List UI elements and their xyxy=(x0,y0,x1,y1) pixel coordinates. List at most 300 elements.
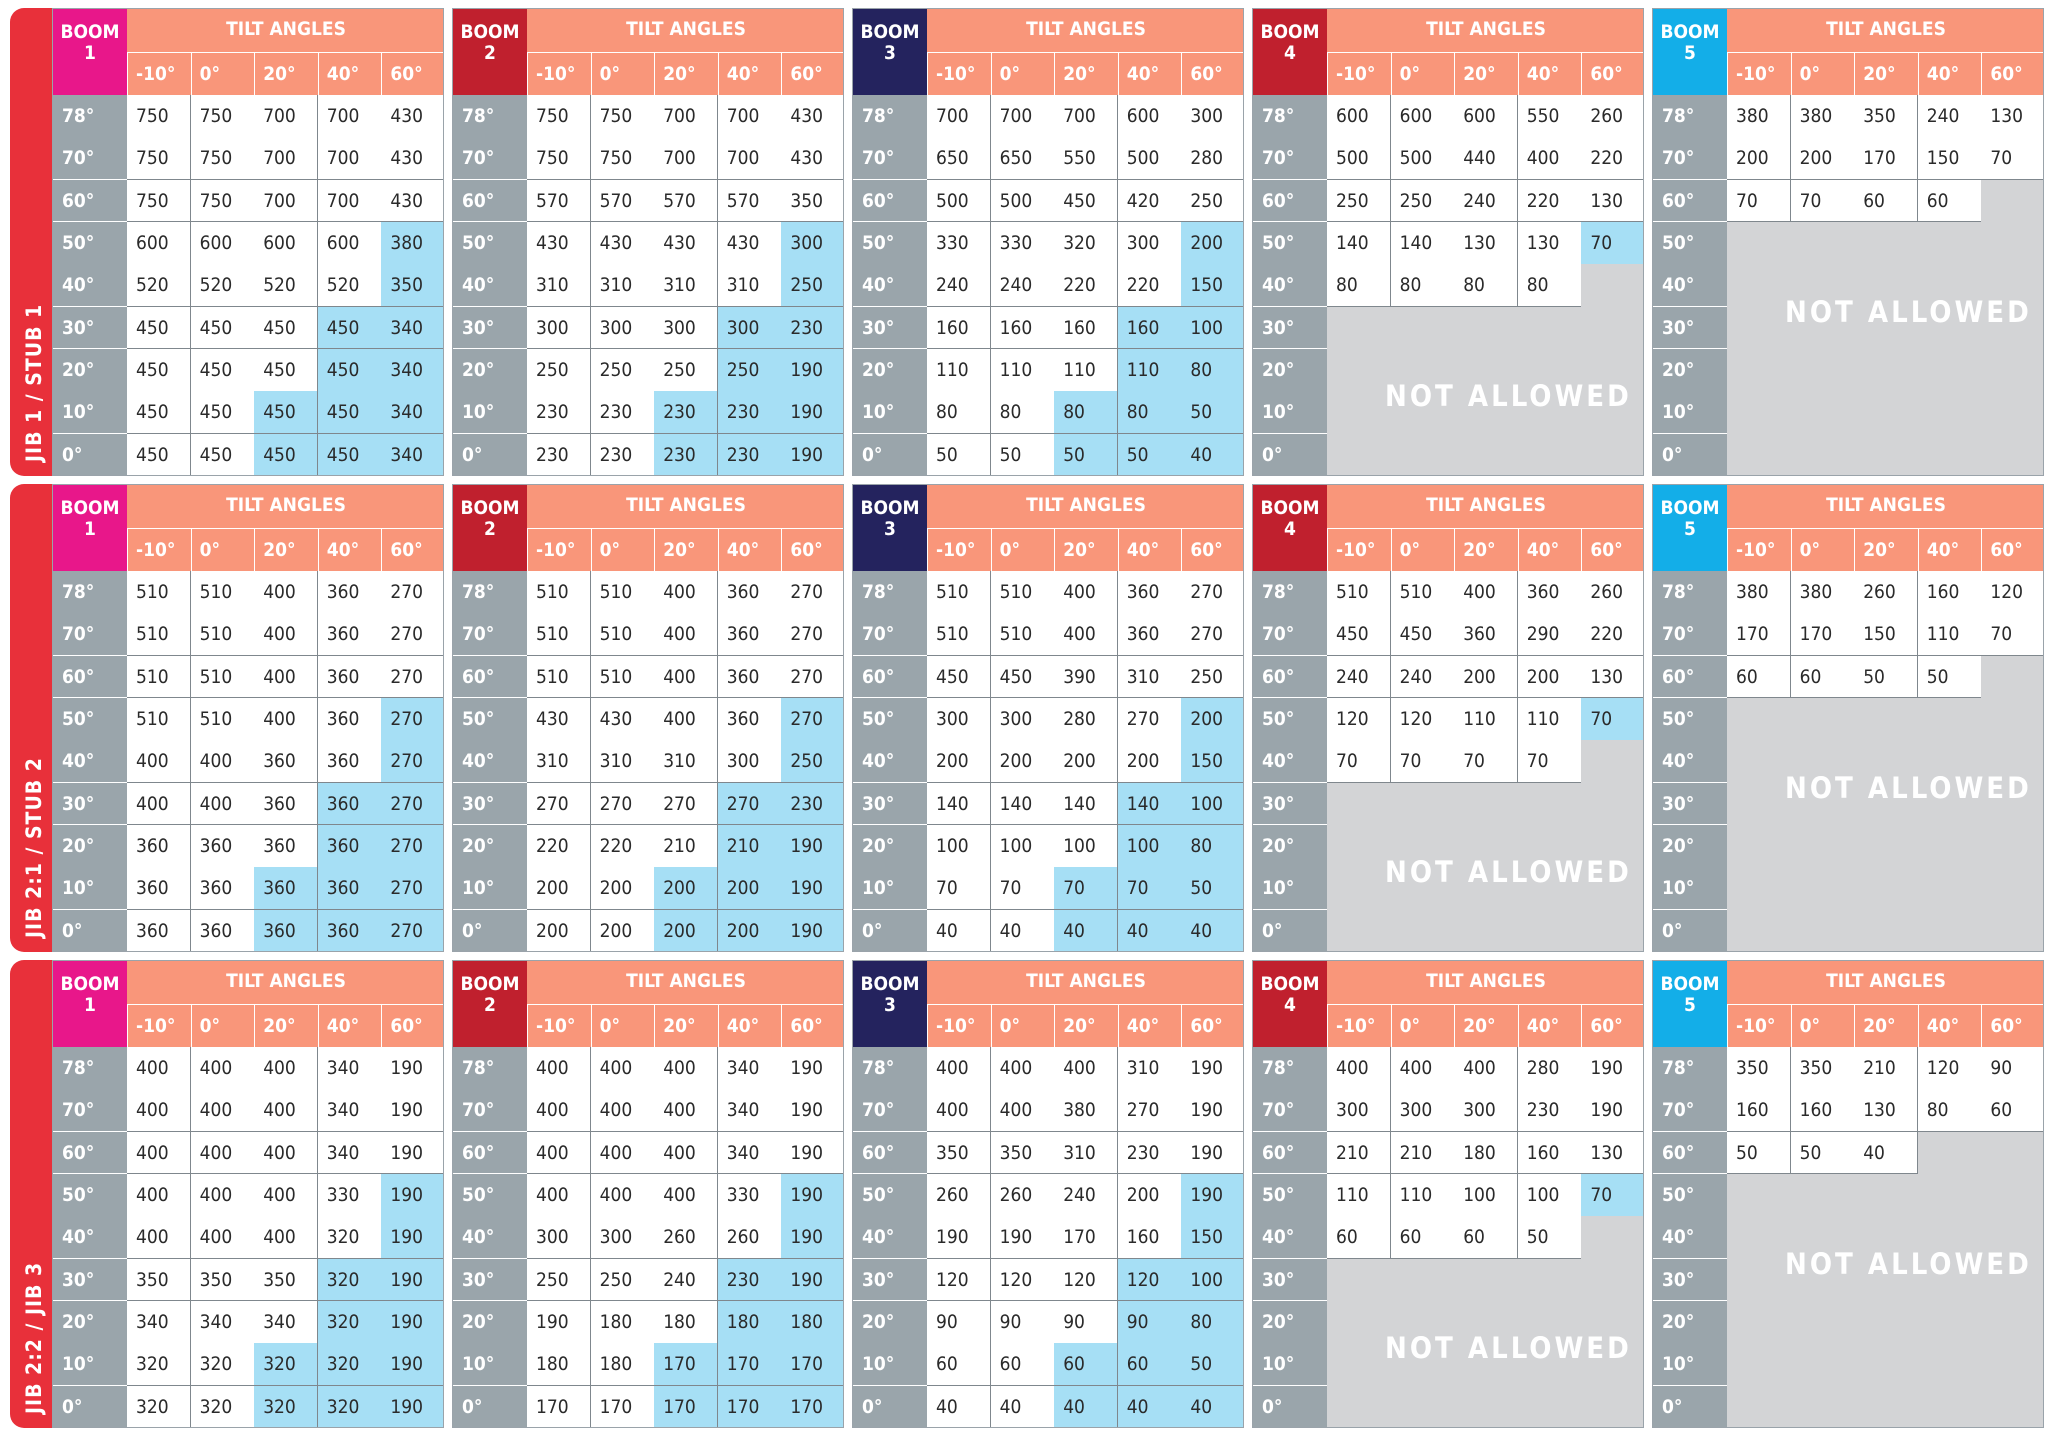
load-value-cell: 170 xyxy=(527,1386,591,1428)
boom-number-cell xyxy=(1653,9,1727,95)
boom-word: BOOM xyxy=(860,973,920,995)
load-value-cell: 400 xyxy=(654,571,718,614)
load-value-cell: 190 xyxy=(781,1174,844,1217)
load-value-cell: 250 xyxy=(781,264,844,307)
load-value-cell: 310 xyxy=(1118,656,1182,699)
boom-table xyxy=(452,960,844,1428)
load-value-cell: 80 xyxy=(1918,1089,1982,1132)
load-value-cell: 240 xyxy=(1054,1174,1118,1217)
load-value-cell: 40 xyxy=(1181,910,1244,952)
boom-angle-label: 0° xyxy=(453,1386,527,1428)
load-value-cell: 200 xyxy=(654,867,718,910)
load-value-cell: 80 xyxy=(1454,264,1518,307)
load-value-cell: 120 xyxy=(927,1259,991,1302)
tilt-angle-header: 40° xyxy=(1518,1005,1582,1047)
boom-word: BOOM xyxy=(1660,973,1720,995)
boom-angle-label: 78° xyxy=(853,571,927,614)
load-value-cell: 260 xyxy=(927,1174,991,1217)
load-value-cell: 320 xyxy=(318,1216,382,1259)
load-value-cell: 270 xyxy=(591,783,655,826)
boom-angle-label: 30° xyxy=(453,307,527,350)
tilt-angle-header: 0° xyxy=(991,53,1055,95)
load-value-cell: 510 xyxy=(591,613,655,656)
load-value-cell: 110 xyxy=(1391,1174,1455,1217)
load-value-cell: 50 xyxy=(1054,434,1118,476)
tilt-angle-header: 60° xyxy=(381,529,444,571)
load-value-cell: 70 xyxy=(1581,698,1644,741)
load-value-cell: 240 xyxy=(1327,656,1391,699)
tilt-angle-header: -10° xyxy=(127,1005,191,1047)
load-value-cell: 150 xyxy=(1181,1216,1244,1259)
not-allowed-label: NOT ALLOWED xyxy=(1385,379,1632,414)
load-value-cell: 400 xyxy=(254,1174,318,1217)
boom-angle-label: 0° xyxy=(53,434,127,476)
load-value-cell: 510 xyxy=(191,571,255,614)
boom-number: 1 xyxy=(84,42,96,64)
boom-number-cell xyxy=(1253,9,1327,95)
load-value-cell: 260 xyxy=(718,1216,782,1259)
load-value-cell: 400 xyxy=(254,1089,318,1132)
load-value-cell: 750 xyxy=(191,95,255,138)
boom-word: BOOM xyxy=(460,21,520,43)
load-value-cell: 600 xyxy=(1391,95,1455,138)
load-value-cell: 360 xyxy=(318,571,382,614)
group-label-bar xyxy=(10,484,54,952)
not-allowed-area xyxy=(1981,656,2044,699)
load-value-cell: 300 xyxy=(718,307,782,350)
load-value-cell: 320 xyxy=(127,1386,191,1428)
boom-word: BOOM xyxy=(60,497,120,519)
load-value-cell: 360 xyxy=(318,656,382,699)
load-value-cell: 60 xyxy=(991,1343,1055,1386)
load-value-cell: 400 xyxy=(654,656,718,699)
boom-table xyxy=(452,484,844,952)
boom-number-cell xyxy=(1653,961,1727,1047)
load-value-cell: 100 xyxy=(1181,307,1244,350)
not-allowed-area xyxy=(1727,698,2044,952)
load-value-cell: 570 xyxy=(654,180,718,223)
load-value-cell: 320 xyxy=(318,1301,382,1344)
tilt-angle-header: 60° xyxy=(1981,529,2044,571)
load-value-cell: 190 xyxy=(381,1216,444,1259)
load-value-cell: 500 xyxy=(991,180,1055,223)
load-value-cell: 400 xyxy=(591,1174,655,1217)
boom-table xyxy=(852,960,1244,1428)
boom-number: 4 xyxy=(1284,994,1296,1016)
load-value-cell: 310 xyxy=(654,740,718,783)
load-value-cell: 70 xyxy=(1581,1174,1644,1217)
boom-angle-label: 20° xyxy=(53,349,127,392)
load-value-cell: 400 xyxy=(591,1132,655,1175)
tilt-angles-header: TILT ANGLES xyxy=(1327,9,1644,53)
load-value-cell: 270 xyxy=(381,910,444,952)
boom-word: BOOM xyxy=(1660,497,1720,519)
tilt-angles-header: TILT ANGLES xyxy=(127,485,444,529)
load-value-cell: 110 xyxy=(1518,698,1582,741)
load-value-cell: 400 xyxy=(254,656,318,699)
load-value-cell: 210 xyxy=(654,825,718,868)
boom-angle-label: 0° xyxy=(853,910,927,952)
boom-number: 3 xyxy=(884,42,896,64)
load-value-cell: 50 xyxy=(1854,656,1918,699)
boom-number: 2 xyxy=(484,994,496,1016)
load-value-cell: 360 xyxy=(127,910,191,952)
load-value-cell: 600 xyxy=(318,222,382,265)
tilt-angle-header: 40° xyxy=(1118,1005,1182,1047)
boom-angle-label: 50° xyxy=(1253,1174,1327,1217)
load-value-cell: 700 xyxy=(654,95,718,138)
load-value-cell: 60 xyxy=(1054,1343,1118,1386)
not-allowed-area xyxy=(1581,740,1644,783)
load-value-cell: 360 xyxy=(318,698,382,741)
load-value-cell: 600 xyxy=(1327,95,1391,138)
load-value-cell: 450 xyxy=(127,349,191,392)
load-value-cell: 100 xyxy=(1181,1259,1244,1302)
load-value-cell: 500 xyxy=(1391,137,1455,180)
load-value-cell: 520 xyxy=(191,264,255,307)
load-value-cell: 310 xyxy=(654,264,718,307)
load-value-cell: 400 xyxy=(191,1216,255,1259)
tilt-angle-header: 40° xyxy=(318,529,382,571)
tilt-angle-header: 40° xyxy=(318,1005,382,1047)
boom-table xyxy=(1652,8,2044,476)
not-allowed-area xyxy=(1981,180,2044,223)
boom-table xyxy=(1652,484,2044,952)
tilt-angle-header: 40° xyxy=(1918,53,1982,95)
load-value-cell: 350 xyxy=(1791,1047,1855,1090)
load-value-cell: 350 xyxy=(191,1259,255,1302)
load-value-cell: 50 xyxy=(991,434,1055,476)
boom-number: 5 xyxy=(1684,42,1696,64)
boom-angle-label: 10° xyxy=(453,867,527,910)
load-value-cell: 210 xyxy=(1854,1047,1918,1090)
load-value-cell: 750 xyxy=(127,95,191,138)
load-value-cell: 90 xyxy=(927,1301,991,1344)
tilt-angles-header: TILT ANGLES xyxy=(927,9,1244,53)
load-value-cell: 260 xyxy=(1581,95,1644,138)
load-value-cell: 400 xyxy=(991,1047,1055,1090)
load-value-cell: 360 xyxy=(1518,571,1582,614)
boom-angle-label: 30° xyxy=(1253,1259,1327,1302)
boom-table xyxy=(1252,8,1644,476)
load-value-cell: 380 xyxy=(381,222,444,265)
load-value-cell: 80 xyxy=(1118,391,1182,434)
boom-angle-label: 10° xyxy=(1253,1343,1327,1386)
tilt-angle-header: -10° xyxy=(1727,53,1791,95)
not-allowed-area xyxy=(1727,1174,2044,1428)
load-value-cell: 270 xyxy=(781,656,844,699)
boom-angle-label: 0° xyxy=(453,910,527,952)
boom-angle-label: 70° xyxy=(1253,137,1327,180)
load-value-cell: 430 xyxy=(527,698,591,741)
load-value-cell: 330 xyxy=(991,222,1055,265)
boom-number: 2 xyxy=(484,42,496,64)
load-value-cell: 400 xyxy=(527,1089,591,1132)
boom-angle-label: 10° xyxy=(853,391,927,434)
load-value-cell: 270 xyxy=(381,867,444,910)
load-value-cell: 50 xyxy=(1518,1216,1582,1259)
load-value-cell: 360 xyxy=(718,571,782,614)
boom-angle-label: 0° xyxy=(1653,910,1727,952)
boom-angle-label: 30° xyxy=(1253,307,1327,350)
load-value-cell: 400 xyxy=(254,613,318,656)
load-value-cell: 300 xyxy=(654,307,718,350)
load-value-cell: 40 xyxy=(1054,910,1118,952)
load-value-cell: 340 xyxy=(318,1047,382,1090)
load-value-cell: 340 xyxy=(381,434,444,476)
load-value-cell: 40 xyxy=(927,910,991,952)
boom-angle-label: 50° xyxy=(853,1174,927,1217)
load-value-cell: 360 xyxy=(718,613,782,656)
boom-angle-label: 10° xyxy=(1653,867,1727,910)
load-value-cell: 700 xyxy=(654,137,718,180)
load-value-cell: 40 xyxy=(991,1386,1055,1428)
load-value-cell: 40 xyxy=(1118,1386,1182,1428)
boom-angle-label: 0° xyxy=(1253,434,1327,476)
load-value-cell: 80 xyxy=(991,391,1055,434)
boom-angle-label: 30° xyxy=(1653,783,1727,826)
load-value-cell: 510 xyxy=(927,613,991,656)
load-value-cell: 170 xyxy=(718,1343,782,1386)
tilt-angle-header: -10° xyxy=(927,53,991,95)
load-value-cell: 190 xyxy=(781,349,844,392)
load-value-cell: 450 xyxy=(191,391,255,434)
load-value-cell: 250 xyxy=(1327,180,1391,223)
boom-angle-label: 50° xyxy=(453,698,527,741)
load-value-cell: 50 xyxy=(1181,1343,1244,1386)
boom-angle-label: 50° xyxy=(53,698,127,741)
load-value-cell: 50 xyxy=(1118,434,1182,476)
load-value-cell: 350 xyxy=(781,180,844,223)
load-value-cell: 310 xyxy=(718,264,782,307)
load-value-cell: 240 xyxy=(1391,656,1455,699)
load-value-cell: 320 xyxy=(191,1386,255,1428)
load-value-cell: 430 xyxy=(591,222,655,265)
load-value-cell: 400 xyxy=(127,1047,191,1090)
load-value-cell: 190 xyxy=(381,1089,444,1132)
load-value-cell: 50 xyxy=(1181,867,1244,910)
boom-number: 5 xyxy=(1684,994,1696,1016)
load-value-cell: 360 xyxy=(254,783,318,826)
load-value-cell: 450 xyxy=(1327,613,1391,656)
load-value-cell: 100 xyxy=(1054,825,1118,868)
load-value-cell: 190 xyxy=(381,1174,444,1217)
tilt-angle-header: 60° xyxy=(381,1005,444,1047)
load-value-cell: 400 xyxy=(1454,571,1518,614)
tilt-angles-header: TILT ANGLES xyxy=(927,485,1244,529)
boom-angle-label: 78° xyxy=(1653,1047,1727,1090)
tilt-angle-header: 20° xyxy=(1854,1005,1918,1047)
load-value-cell: 150 xyxy=(1181,264,1244,307)
load-value-cell: 80 xyxy=(1391,264,1455,307)
boom-angle-label: 10° xyxy=(1253,391,1327,434)
load-value-cell: 200 xyxy=(1727,137,1791,180)
load-value-cell: 200 xyxy=(527,867,591,910)
tilt-angle-header: -10° xyxy=(527,53,591,95)
tilt-angle-header: 60° xyxy=(1981,1005,2044,1047)
tilt-angle-header: 60° xyxy=(1581,529,1644,571)
load-value-cell: 230 xyxy=(654,391,718,434)
load-value-cell: 340 xyxy=(318,1089,382,1132)
load-value-cell: 270 xyxy=(381,571,444,614)
boom-angle-label: 30° xyxy=(853,307,927,350)
tilt-angle-header: 60° xyxy=(781,529,844,571)
load-value-cell: 340 xyxy=(191,1301,255,1344)
load-value-cell: 270 xyxy=(527,783,591,826)
load-value-cell: 80 xyxy=(927,391,991,434)
load-value-cell: 360 xyxy=(318,783,382,826)
not-allowed-area xyxy=(1918,1132,2044,1175)
load-value-cell: 400 xyxy=(654,1047,718,1090)
load-value-cell: 150 xyxy=(1181,740,1244,783)
load-value-cell: 190 xyxy=(527,1301,591,1344)
load-value-cell: 390 xyxy=(1054,656,1118,699)
boom-number: 5 xyxy=(1684,518,1696,540)
load-value-cell: 50 xyxy=(1181,391,1244,434)
load-value-cell: 360 xyxy=(254,867,318,910)
boom-angle-label: 50° xyxy=(453,1174,527,1217)
tilt-angle-header: 40° xyxy=(1518,53,1582,95)
tilt-angle-header: -10° xyxy=(1327,529,1391,571)
tilt-angle-header: 0° xyxy=(1391,1005,1455,1047)
not-allowed-label: NOT ALLOWED xyxy=(1385,1331,1632,1366)
boom-angle-label: 78° xyxy=(453,571,527,614)
load-value-cell: 400 xyxy=(654,1174,718,1217)
load-value-cell: 450 xyxy=(127,307,191,350)
load-value-cell: 330 xyxy=(718,1174,782,1217)
not-allowed-label: NOT ALLOWED xyxy=(1385,855,1632,890)
boom-angle-label: 10° xyxy=(1653,391,1727,434)
boom-number: 1 xyxy=(84,994,96,1016)
tilt-angles-header: TILT ANGLES xyxy=(927,961,1244,1005)
load-value-cell: 220 xyxy=(1518,180,1582,223)
boom-angle-label: 40° xyxy=(853,740,927,783)
tilt-angle-header: 0° xyxy=(591,529,655,571)
boom-angle-label: 60° xyxy=(53,180,127,223)
load-value-cell: 450 xyxy=(318,307,382,350)
load-value-cell: 270 xyxy=(1118,698,1182,741)
load-value-cell: 60 xyxy=(927,1343,991,1386)
load-value-cell: 280 xyxy=(1518,1047,1582,1090)
load-value-cell: 270 xyxy=(381,656,444,699)
boom-angle-label: 30° xyxy=(53,307,127,350)
boom-table xyxy=(52,960,444,1428)
load-value-cell: 230 xyxy=(718,434,782,476)
load-value-cell: 270 xyxy=(1118,1089,1182,1132)
load-value-cell: 100 xyxy=(1454,1174,1518,1217)
boom-angle-label: 70° xyxy=(1253,613,1327,656)
boom-angle-label: 60° xyxy=(853,180,927,223)
load-value-cell: 510 xyxy=(927,571,991,614)
load-value-cell: 180 xyxy=(591,1301,655,1344)
group-label: JIB 1 / STUB 1 xyxy=(22,303,46,462)
load-value-cell: 500 xyxy=(1327,137,1391,180)
load-value-cell: 150 xyxy=(1854,613,1918,656)
boom-angle-label: 10° xyxy=(853,1343,927,1386)
load-value-cell: 510 xyxy=(527,571,591,614)
load-value-cell: 340 xyxy=(381,391,444,434)
load-value-cell: 500 xyxy=(927,180,991,223)
tilt-angles-header: TILT ANGLES xyxy=(1327,961,1644,1005)
boom-angle-label: 78° xyxy=(1253,571,1327,614)
load-value-cell: 140 xyxy=(927,783,991,826)
load-value-cell: 200 xyxy=(654,910,718,952)
tilt-angles-header: TILT ANGLES xyxy=(527,961,844,1005)
load-value-cell: 300 xyxy=(1327,1089,1391,1132)
boom-number-cell xyxy=(453,485,527,571)
load-value-cell: 320 xyxy=(254,1343,318,1386)
not-allowed-area xyxy=(1581,264,1644,307)
load-value-cell: 430 xyxy=(781,95,844,138)
load-value-cell: 360 xyxy=(318,910,382,952)
load-value-cell: 400 xyxy=(527,1132,591,1175)
load-value-cell: 400 xyxy=(1454,1047,1518,1090)
load-value-cell: 320 xyxy=(254,1386,318,1428)
load-value-cell: 230 xyxy=(527,434,591,476)
load-value-cell: 750 xyxy=(191,137,255,180)
load-value-cell: 380 xyxy=(1727,95,1791,138)
load-value-cell: 250 xyxy=(527,1259,591,1302)
boom-table xyxy=(852,8,1244,476)
boom-word: BOOM xyxy=(1660,21,1720,43)
load-value-cell: 270 xyxy=(1181,613,1244,656)
load-value-cell: 190 xyxy=(1181,1047,1244,1090)
load-value-cell: 600 xyxy=(254,222,318,265)
load-value-cell: 60 xyxy=(1981,1089,2044,1132)
boom-word: BOOM xyxy=(1260,973,1320,995)
tilt-angle-header: 0° xyxy=(191,53,255,95)
load-value-cell: 120 xyxy=(1054,1259,1118,1302)
boom-angle-label: 50° xyxy=(1253,222,1327,265)
load-value-cell: 230 xyxy=(781,783,844,826)
not-allowed-area xyxy=(1727,222,2044,476)
load-value-cell: 250 xyxy=(718,349,782,392)
load-value-cell: 70 xyxy=(1981,613,2044,656)
boom-table xyxy=(1252,484,1644,952)
load-value-cell: 350 xyxy=(1854,95,1918,138)
load-value-cell: 400 xyxy=(1054,613,1118,656)
load-value-cell: 230 xyxy=(718,1259,782,1302)
tilt-angles-header: TILT ANGLES xyxy=(527,485,844,529)
load-value-cell: 190 xyxy=(381,1301,444,1344)
load-value-cell: 450 xyxy=(127,391,191,434)
load-value-cell: 120 xyxy=(1118,1259,1182,1302)
load-value-cell: 70 xyxy=(1727,180,1791,223)
load-value-cell: 360 xyxy=(127,825,191,868)
load-value-cell: 360 xyxy=(318,613,382,656)
boom-angle-label: 70° xyxy=(853,1089,927,1132)
boom-angle-label: 40° xyxy=(1253,740,1327,783)
boom-table xyxy=(1652,960,2044,1428)
load-value-cell: 280 xyxy=(1054,698,1118,741)
load-value-cell: 110 xyxy=(1327,1174,1391,1217)
load-value-cell: 450 xyxy=(1391,613,1455,656)
load-value-cell: 160 xyxy=(1518,1132,1582,1175)
load-value-cell: 240 xyxy=(1918,95,1982,138)
load-value-cell: 430 xyxy=(781,137,844,180)
boom-angle-label: 30° xyxy=(53,1259,127,1302)
group-label: JIB 2:2 / JIB 3 xyxy=(22,1261,46,1414)
load-value-cell: 70 xyxy=(991,867,1055,910)
load-value-cell: 110 xyxy=(1454,698,1518,741)
load-value-cell: 400 xyxy=(254,1047,318,1090)
load-value-cell: 170 xyxy=(1054,1216,1118,1259)
load-value-cell: 400 xyxy=(191,1174,255,1217)
boom-angle-label: 10° xyxy=(53,1343,127,1386)
group-label: JIB 2:1 / STUB 2 xyxy=(22,757,46,938)
load-value-cell: 100 xyxy=(1181,783,1244,826)
boom-angle-label: 60° xyxy=(453,1132,527,1175)
